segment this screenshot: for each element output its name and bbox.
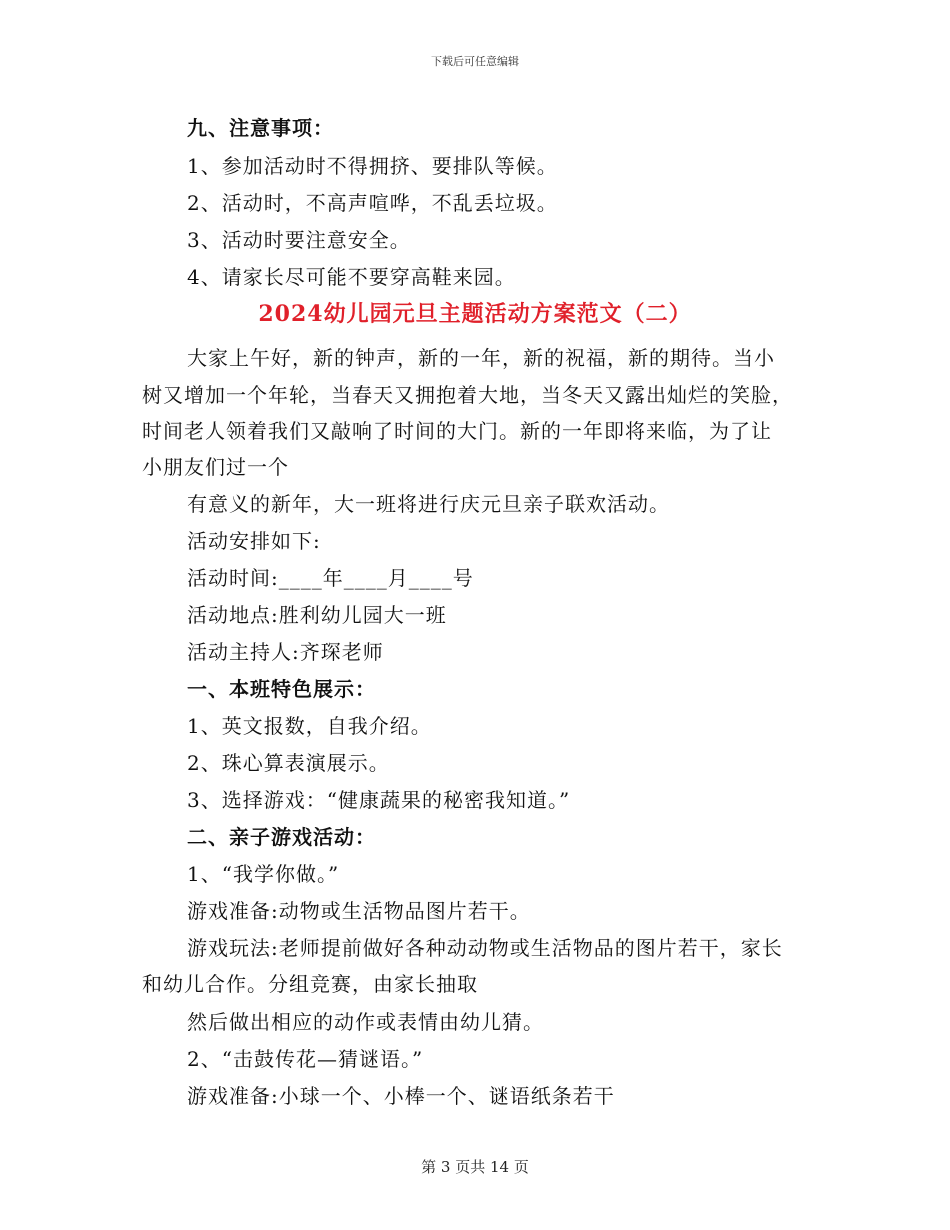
game-preparation: 游戏准备:动物或生活物品图片若干。 [187,899,531,923]
section-heading-notes: 九、注意事项： [187,116,334,140]
intro-paragraph-line: 大家上午好，新的钟声，新的一年，新的祝福，新的期待。当小 [187,346,775,370]
list-item: 2、活动时，不高声喧哗，不乱丢垃圾。 [187,191,558,215]
activity-time: 活动时间:____年____月____号 [187,566,474,590]
game-preparation: 游戏准备:小球一个、小棒一个、谜语纸条若干 [187,1084,615,1108]
list-item: 1、参加活动时不得拥挤、要排队等候。 [187,154,558,178]
list-item: 3、活动时要注意安全。 [187,228,411,252]
game-rules-line: 和幼儿合作。分组竞赛，由家长抽取 [142,972,478,996]
list-item: 3、选择游戏：“健康蔬果的秘密我知道。” [187,788,571,812]
list-item: 2、珠心算表演展示。 [187,751,390,775]
page-header-note: 下载后可任意编辑 [431,55,519,68]
list-item: 4、请家长尽可能不要穿高鞋来园。 [187,265,516,289]
activity-place: 活动地点:胜利幼儿园大一班 [187,603,447,627]
arrangement-label: 活动安排如下: [187,529,321,553]
page-number-footer: 第 3 页共 14 页 [421,1158,529,1176]
intro-paragraph-line: 树又增加一个年轮，当春天又拥抱着大地，当冬天又露出灿烂的笑脸， [142,383,793,407]
game-title: 1、“我学你做。” [187,862,340,886]
intro-paragraph-line: 时间老人领着我们又敲响了时间的大门。新的一年即将来临，为了让 [142,419,772,443]
list-item: 1、英文报数，自我介绍。 [187,714,432,738]
game-rules-line: 然后做出相应的动作或表情由幼儿猜。 [187,1010,544,1034]
game-rules-line: 游戏玩法:老师提前做好各种动动物或生活物品的图片若干，家长 [187,936,783,960]
section-heading-class-showcase: 一、本班特色展示： [187,677,376,701]
section-heading-parent-child-games: 二、亲子游戏活动： [187,825,376,849]
intro-paragraph-line: 有意义的新年，大一班将进行庆元旦亲子联欢活动。 [187,492,670,516]
activity-host: 活动主持人:齐琛老师 [187,640,384,664]
game-title: 2、“击鼓传花—猜谜语。” [187,1047,424,1071]
intro-paragraph-line: 小朋友们过一个 [142,455,289,479]
document-title: 2024幼儿园元旦主题活动方案范文（二） [258,301,692,327]
